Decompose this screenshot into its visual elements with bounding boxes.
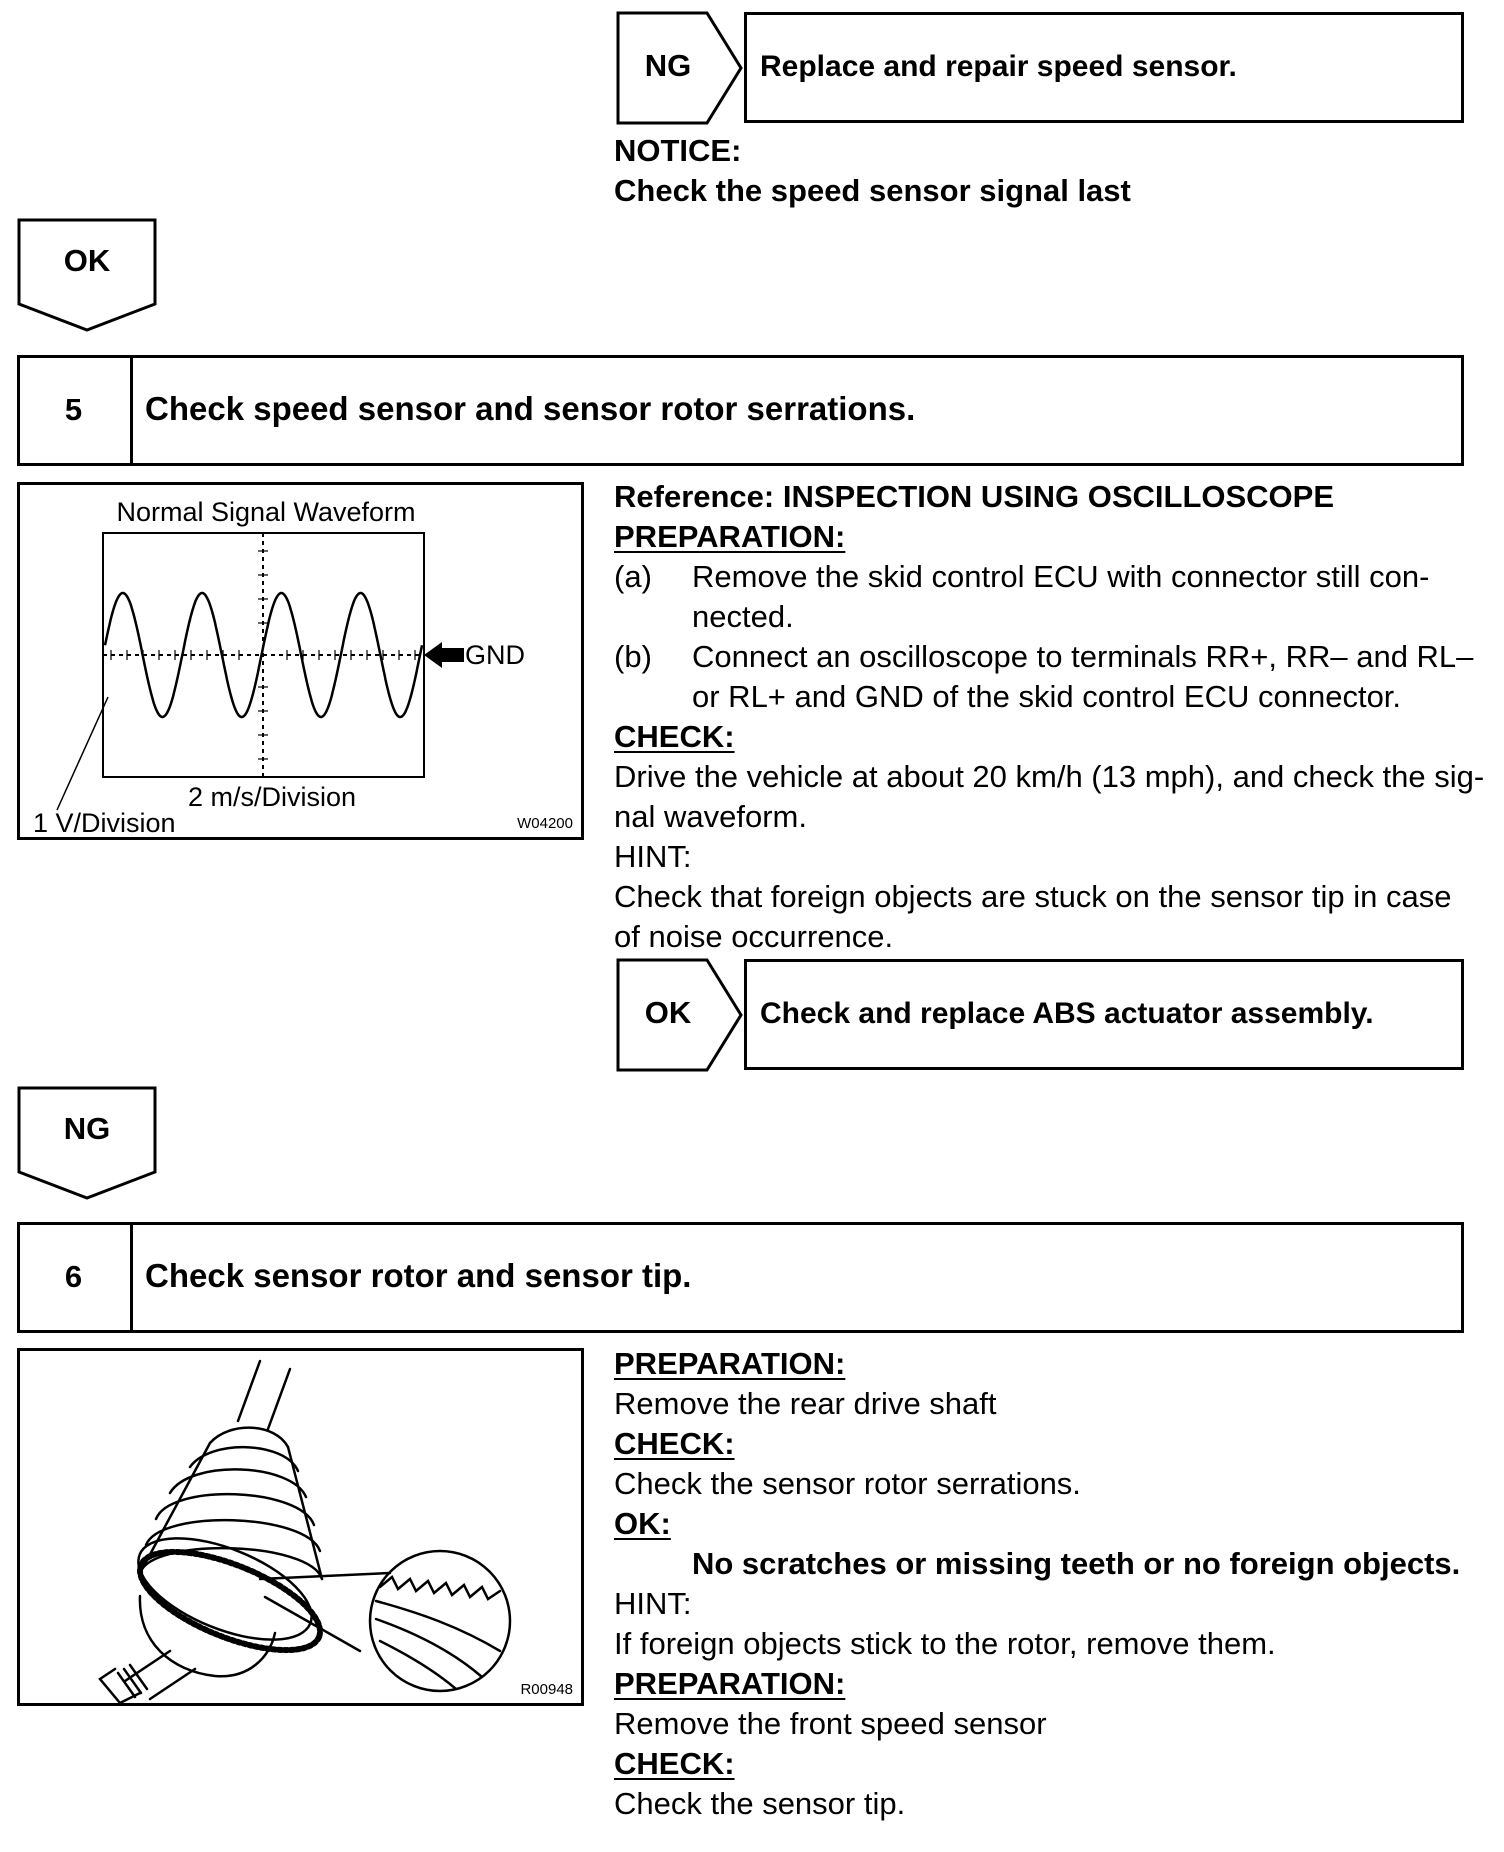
rotor-illustration — [20, 1351, 581, 1703]
prep-b-label: (b) — [614, 639, 652, 674]
ng-down-arrow-label: NG — [63, 1111, 111, 1146]
rotor-figure-code: R00948 — [520, 1681, 573, 1698]
y-scale-leader — [57, 697, 108, 810]
gnd-arrow-icon — [424, 642, 464, 668]
step-6-check-2-text: Check the sensor tip. — [614, 1786, 906, 1821]
ng-action-text: Replace and repair speed sensor. — [760, 50, 1237, 83]
step-5-hint-title: HINT: — [614, 839, 692, 874]
prep-a-line-2: nected. — [692, 599, 794, 634]
step-5-check-title: CHECK: — [614, 719, 735, 754]
step-6-preparation-2-title: PREPARATION: — [614, 1666, 846, 1701]
step-5-title: Check speed sensor and sensor rotor serrations. — [145, 390, 916, 427]
step-6-preparation-2-text: Remove the front speed sensor — [614, 1706, 1047, 1741]
step-6-number: 6 — [64, 1259, 83, 1294]
step-6-hint-title: HINT: — [614, 1586, 692, 1621]
waveform-figure-code: W04200 — [517, 815, 573, 832]
reference-heading: Reference: INSPECTION USING OSCILLOSCOPE — [614, 479, 1335, 514]
step-6-hint-text: If foreign objects stick to the rotor, remove them. — [614, 1626, 1276, 1661]
check-line-2: nal waveform. — [614, 799, 807, 834]
step-6-ok-text: No scratches or missing teeth or no foreign objects. — [692, 1546, 1461, 1581]
notice-title: NOTICE: — [614, 133, 742, 168]
step-6-divider — [130, 1222, 133, 1333]
notice-text: Check the speed sensor signal last — [614, 173, 1131, 208]
prep-a-line-1: Remove the skid control ECU with connector still con- — [692, 559, 1430, 594]
prep-a-label: (a) — [614, 559, 652, 594]
step-6-check-1-title: CHECK: — [614, 1426, 735, 1461]
x-scale-label: 2 m/s/Division — [187, 782, 357, 812]
step-6-check-2-title: CHECK: — [614, 1746, 735, 1781]
step-6-preparation-1-text: Remove the rear drive shaft — [614, 1386, 997, 1421]
prep-b-line-2: or RL+ and GND of the skid control ECU connector. — [692, 679, 1402, 714]
gnd-label: GND — [465, 640, 525, 670]
rotor-figure — [17, 1348, 584, 1706]
step-6-title: Check sensor rotor and sensor tip. — [145, 1257, 692, 1294]
ng-result-label: NG — [644, 48, 692, 83]
step-6-preparation-1-title: PREPARATION: — [614, 1346, 846, 1381]
step-6-check-1-text: Check the sensor rotor serrations. — [614, 1466, 1081, 1501]
hint-line-2: of noise occurrence. — [614, 919, 894, 954]
step-5-divider — [130, 355, 133, 466]
ok-result-label: OK — [644, 995, 692, 1030]
ok-down-arrow-label: OK — [63, 243, 111, 278]
check-line-1: Drive the vehicle at about 20 km/h (13 mph), and check the sig- — [614, 759, 1485, 794]
waveform-diagram — [20, 485, 581, 837]
step-5-preparation-title: PREPARATION: — [614, 519, 846, 554]
step-5-number: 5 — [64, 392, 83, 427]
y-scale-label: 1 V/Division — [33, 808, 176, 837]
step-6-ok-title: OK: — [614, 1506, 671, 1541]
waveform-figure — [17, 482, 584, 840]
waveform-title: Normal Signal Waveform — [116, 497, 416, 527]
hint-line-1: Check that foreign objects are stuck on the sensor tip in case — [614, 879, 1452, 914]
prep-b-line-1: Connect an oscilloscope to terminals RR+, RR– and RL– — [692, 639, 1474, 674]
ok-action-text: Check and replace ABS actuator assembly. — [760, 997, 1374, 1030]
